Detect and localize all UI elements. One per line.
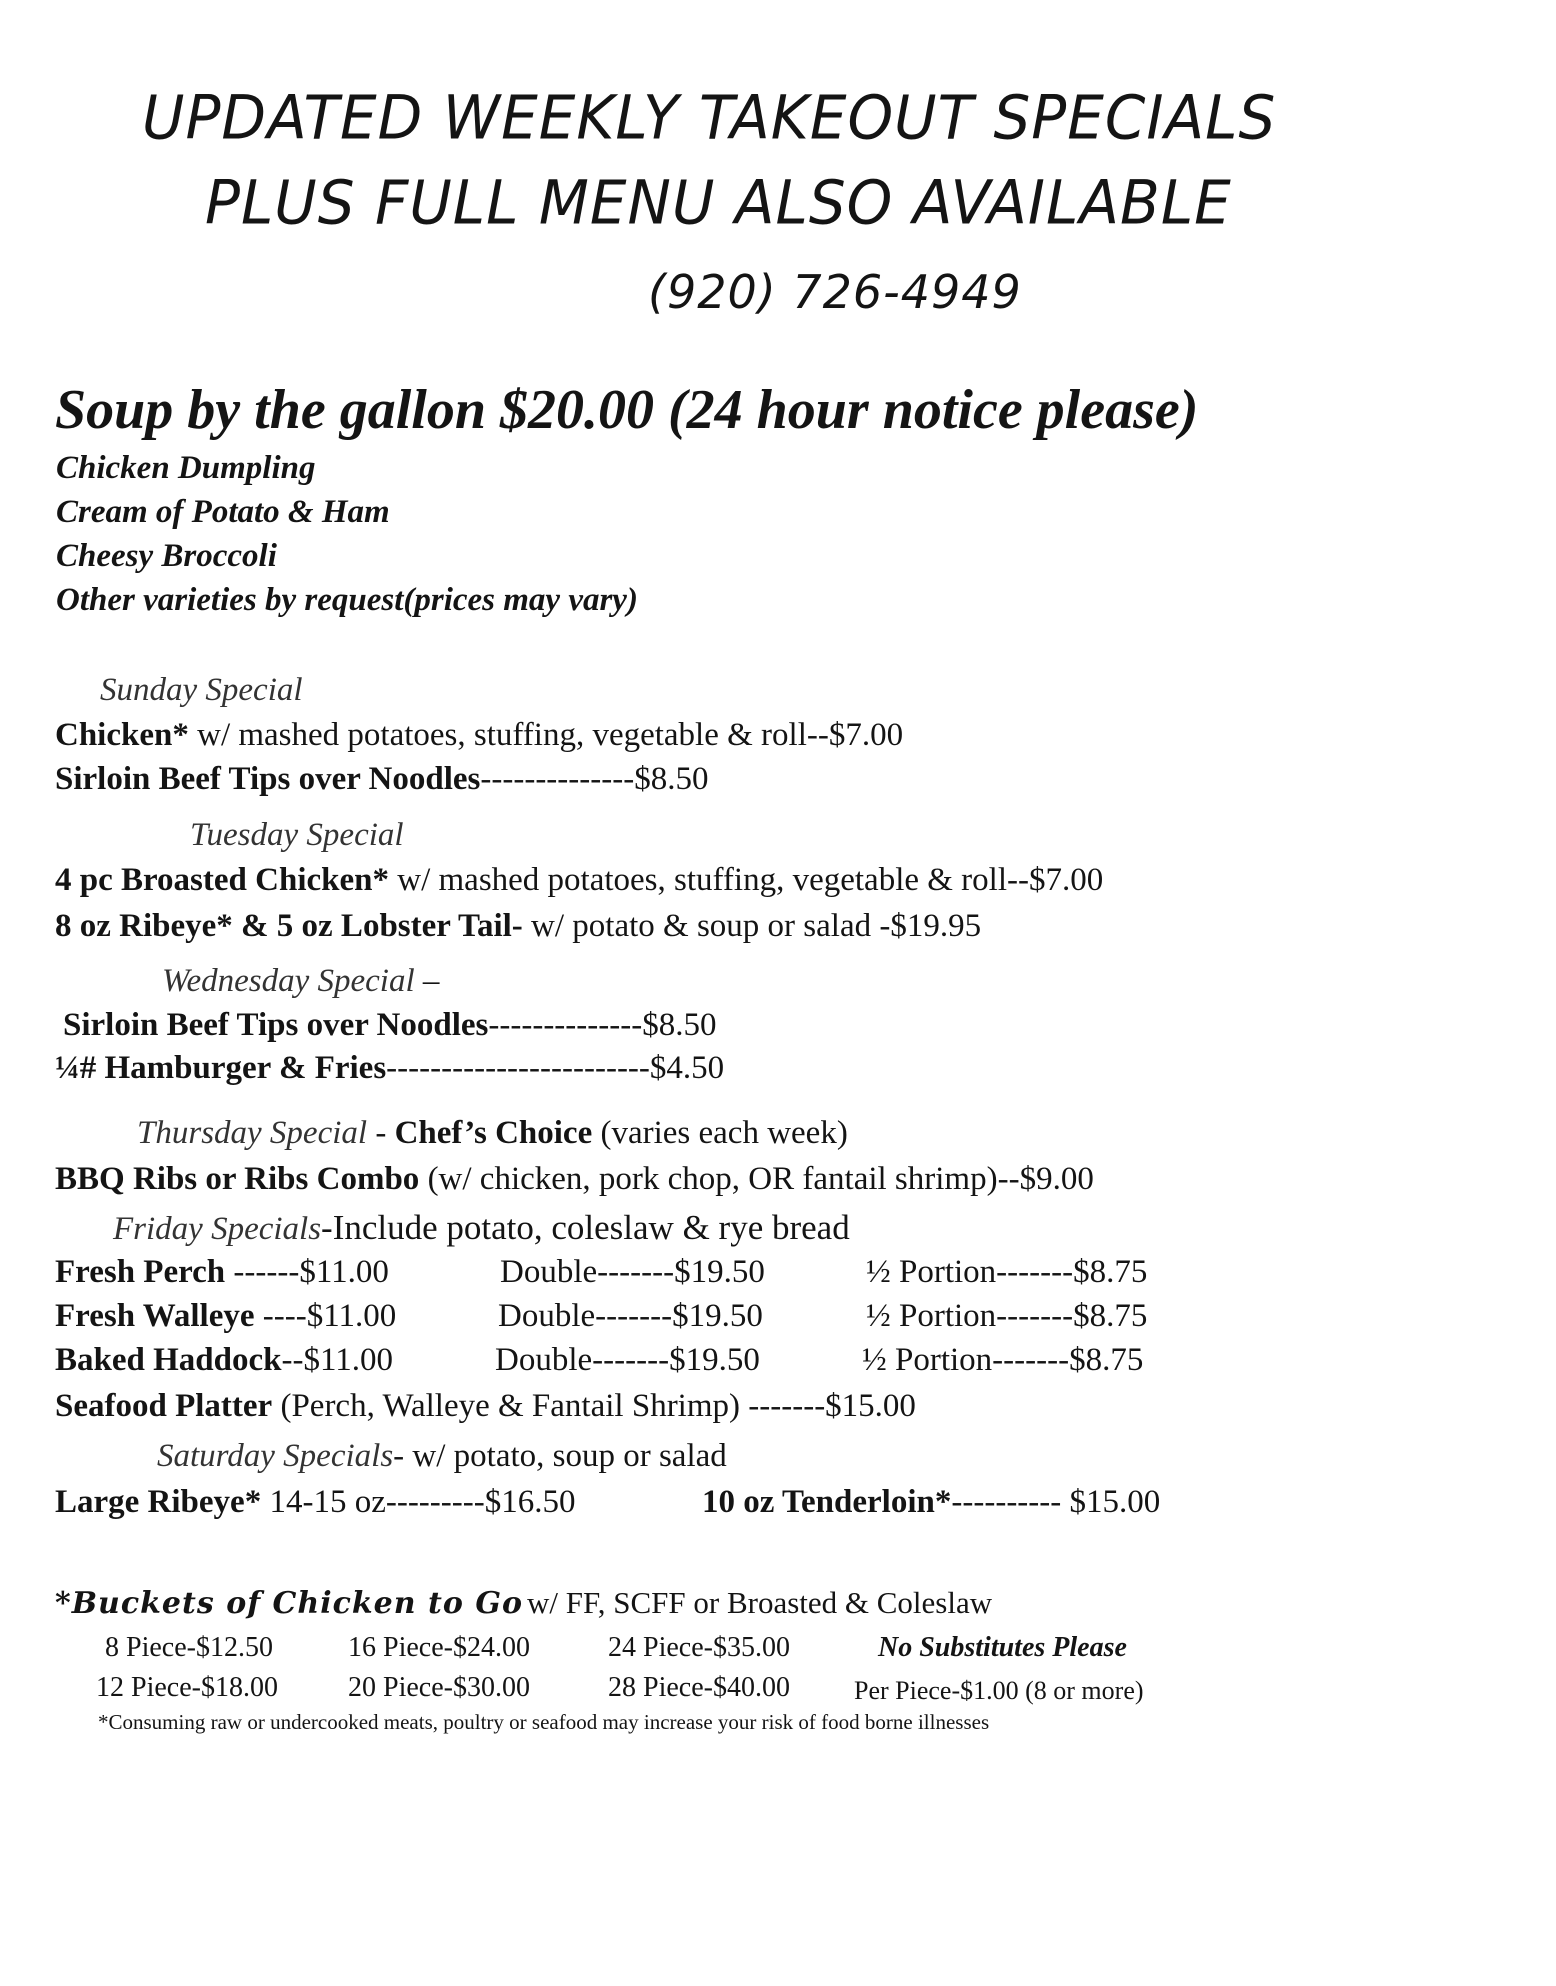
sunday-line-2: [55, 761, 708, 798]
item-detail: --------------$8.50: [488, 1007, 717, 1043]
item-detail: w/ potato & soup or salad -$19.95: [522, 908, 982, 944]
heading-dash: -: [367, 1115, 395, 1151]
item-name: Sirloin Beef Tips over Noodles: [55, 761, 481, 797]
friday-half: ½ Portion-------$8.75: [866, 1298, 1148, 1334]
friday-double: Double-------$19.50: [500, 1254, 765, 1290]
buckets-line: [55, 1585, 992, 1621]
buckets-detail: w/ FF, SCFF or Broasted & Coleslaw: [526, 1585, 993, 1620]
wednesday-line-2: [55, 1050, 724, 1087]
item-detail: 14-15 oz---------$16.50: [261, 1484, 576, 1520]
per-piece-price: Per Piece-$1.00 (8 or more): [854, 1676, 1144, 1705]
item-price: ------$11.00: [225, 1254, 389, 1290]
sunday-heading: Sunday Special: [100, 672, 303, 708]
item-detail: (w/ chicken, pork chop, OR fantail shrimp)--$9.00: [419, 1161, 1094, 1197]
friday-row: [55, 1298, 396, 1335]
item-name: 4 pc Broasted Chicken*: [55, 862, 389, 898]
item-name: BBQ Ribs or Ribs Combo: [55, 1161, 420, 1197]
friday-double: Double-------$19.50: [495, 1342, 760, 1378]
tuesday-heading: Tuesday Special: [190, 817, 404, 853]
chefs-choice: Chef’s Choice: [394, 1115, 593, 1151]
bucket-price: 16 Piece-$24.00: [348, 1632, 530, 1663]
thursday-line-1: [55, 1161, 1094, 1198]
wednesday-heading: [162, 963, 439, 1000]
bucket-price: 12 Piece-$18.00: [96, 1672, 278, 1703]
item-name: Baked Haddock: [55, 1342, 282, 1378]
item-name: Fresh Perch: [55, 1254, 226, 1290]
wednesday-line-1: [63, 1007, 716, 1044]
soup-item: Other varieties by request(prices may vary): [56, 582, 638, 618]
item-name: Seafood Platter: [55, 1388, 273, 1424]
bucket-price: 8 Piece-$12.50: [105, 1632, 273, 1663]
day-label: Friday Specials: [113, 1211, 322, 1247]
bucket-price: 28 Piece-$40.00: [608, 1672, 790, 1703]
day-label: Wednesday Special: [162, 963, 415, 999]
item-detail: w/ mashed potatoes, stuffing, vegetable & roll--$7.00: [188, 717, 904, 753]
item-name: 10 oz Tenderloin*: [702, 1484, 952, 1520]
item-detail: --------------$8.50: [480, 761, 709, 797]
heading-dash: –: [414, 963, 440, 999]
saturday-line-1: [55, 1484, 576, 1521]
item-name: Fresh Walleye: [55, 1298, 255, 1334]
header-line-2: PLUS FULL MENU ALSO AVAILABLE: [205, 167, 1232, 239]
header-phone: (920) 726-4949: [648, 265, 1022, 319]
seafood-platter-line: [55, 1388, 916, 1425]
friday-row: [55, 1342, 393, 1379]
sunday-line-1: [55, 717, 903, 754]
day-label: Saturday Specials: [157, 1438, 394, 1474]
heading-note: (varies each week): [592, 1115, 848, 1151]
tuesday-line-2: [55, 908, 981, 945]
item-name: Sirloin Beef Tips over Noodles: [63, 1007, 489, 1043]
item-name: ¼# Hamburger & Fries: [55, 1050, 387, 1086]
saturday-heading: [157, 1438, 727, 1475]
bucket-price: 24 Piece-$35.00: [608, 1632, 790, 1663]
friday-double: Double-------$19.50: [498, 1298, 763, 1334]
item-name: 8 oz Ribeye* & 5 oz Lobster Tail-: [55, 908, 523, 944]
heading-note: -Include potato, coleslaw & rye bread: [321, 1208, 850, 1247]
thursday-heading: [137, 1115, 848, 1152]
item-name: Large Ribeye*: [55, 1484, 262, 1520]
item-name: Chicken*: [55, 717, 189, 753]
item-detail: (Perch, Walleye & Fantail Shrimp) -------$15.00: [272, 1388, 916, 1424]
soup-item: Cheesy Broccoli: [56, 538, 277, 574]
header-line-1: UPDATED WEEKLY TAKEOUT SPECIALS: [142, 82, 1277, 154]
item-detail: ---------- $15.00: [951, 1484, 1161, 1520]
item-detail: w/ mashed potatoes, stuffing, vegetable & roll--$7.00: [389, 862, 1104, 898]
bucket-price: 20 Piece-$30.00: [348, 1672, 530, 1703]
buckets-logo: *Buckets of Chicken to Go: [55, 1586, 523, 1621]
day-label: Thursday Special: [137, 1115, 368, 1151]
friday-row: [55, 1254, 389, 1291]
friday-half: ½ Portion-------$8.75: [866, 1254, 1148, 1290]
soup-item: Cream of Potato & Ham: [56, 494, 390, 530]
friday-half: ½ Portion-------$8.75: [862, 1342, 1144, 1378]
item-detail: ------------------------$4.50: [386, 1050, 725, 1086]
heading-note: - w/ potato, soup or salad: [393, 1438, 727, 1474]
no-substitutes-note: No Substitutes Please: [878, 1632, 1127, 1663]
tuesday-line-1: [55, 862, 1103, 899]
soup-title: Soup by the gallon $20.00 (24 hour notice please): [55, 379, 1199, 441]
saturday-line-2: [702, 1484, 1160, 1521]
item-price: --$11.00: [281, 1342, 394, 1378]
item-price: ----$11.00: [254, 1298, 397, 1334]
friday-heading: [113, 1208, 850, 1248]
food-safety-warning: *Consuming raw or undercooked meats, poultry or seafood may increase your risk of food borne illnesses: [98, 1710, 990, 1734]
soup-item: Chicken Dumpling: [56, 450, 316, 486]
